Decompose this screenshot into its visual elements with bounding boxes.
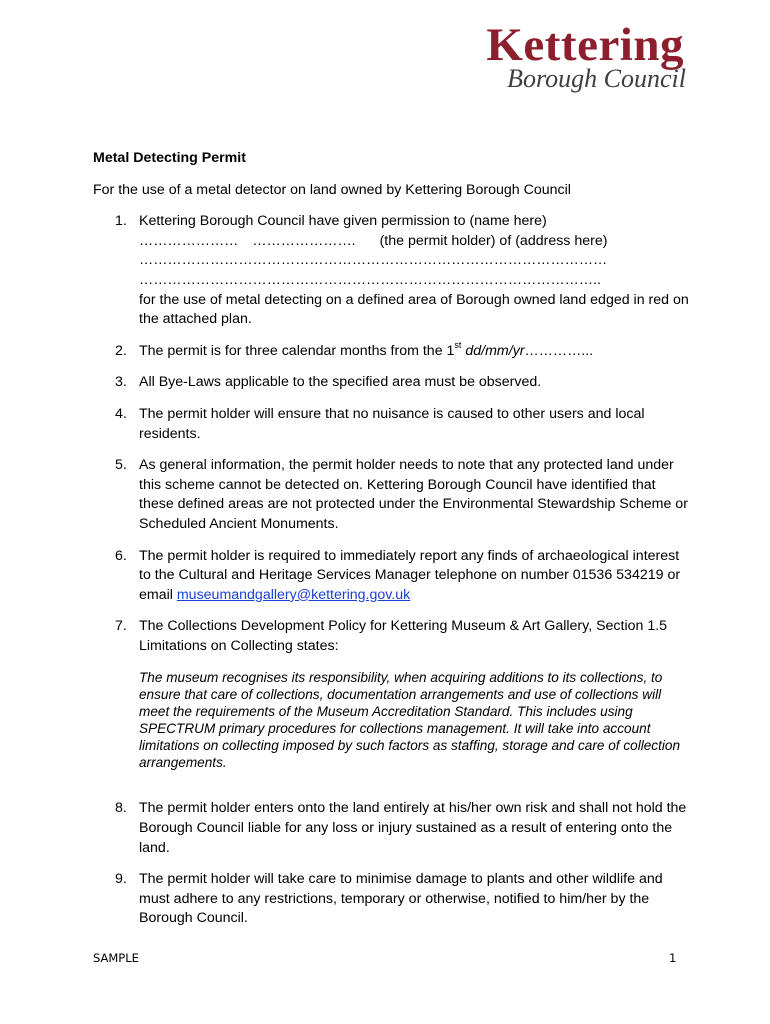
kettering-logo: [488, 20, 728, 92]
name-blank-dots: …………………: [139, 232, 239, 249]
list-number: 4.: [115, 405, 127, 422]
item-text: The permit is for three calendar months from the 1: [139, 342, 455, 359]
document-body: [93, 149, 693, 941]
list-item: [93, 342, 693, 362]
list-item: [93, 547, 693, 606]
logo-wordmark: Kettering: [486, 19, 684, 71]
document-title: Metal Detecting Permit: [93, 150, 246, 166]
email-link[interactable]: museumandgallery@kettering.gov.uk: [176, 586, 411, 603]
document-intro: For the use of a metal detector on land owned by Kettering Borough Council: [93, 181, 571, 198]
item-text: All Bye-Laws applicable to the specified area must be observed.: [139, 374, 542, 391]
list-number: 2.: [115, 342, 127, 359]
date-blank-dots: …………...: [524, 342, 594, 359]
list-item: [93, 212, 693, 330]
list-item: [93, 870, 693, 929]
list-item: [93, 373, 693, 393]
list-number: 3.: [115, 374, 127, 391]
policy-quote: The museum recognises its responsibility, when acquiring additions to its collections, to ensure that care of collections, documentation arrangements and use of collections will meet the requirements of the Museum Accreditation Standard. This includes using SPECTRUM primary procedures for collections management. It will take into account limitations on collecting imposed by such factors as staffing, storage and care of collection arrangements.: [139, 670, 681, 771]
list-number: 1.: [115, 213, 127, 230]
item-text: As general information, the permit holder needs to note that any protected land under this scheme cannot be detected on. Kettering Borough Council have identified that these defined areas are not protected under the Environmental Stewardship Scheme or Scheduled Ancient Monuments.: [139, 457, 688, 532]
item-text: for the use of metal detecting on a defined area of Borough owned land edged in red on the attached plan.: [139, 291, 689, 328]
address-blank-dots: ………………………………………………………………………………………: [139, 252, 608, 269]
footer-watermark-label: SAMPLE: [93, 951, 139, 965]
date-placeholder: dd/mm/yr: [465, 342, 525, 359]
list-item: [93, 405, 693, 444]
item-text: Kettering Borough Council have given permission to (name here): [139, 213, 547, 230]
address-blank-dots: ……………………………………………………………………………………..: [139, 271, 601, 288]
permit-conditions-list: [93, 212, 693, 929]
list-item: [93, 617, 693, 771]
logo-subtitle: Borough Council: [507, 64, 686, 93]
item-text: The permit holder will ensure that no nuisance is caused to other users and local residents.: [139, 405, 645, 442]
item-text: The Collections Development Policy for Kettering Museum & Art Gallery, Section 1.5 Limitations on Collecting states:: [139, 618, 668, 654]
list-number: 9.: [115, 871, 127, 888]
list-number: 7.: [115, 618, 127, 635]
item-text: The permit holder enters onto the land entirely at his/her own risk and shall not hold the Borough Council liable for any loss or injury sustained as a result of entering onto the land.: [139, 800, 687, 856]
item-text: The permit holder will take care to minimise damage to plants and other wildlife and must adhere to any restrictions, temporary or otherwise, notified to him/her by the Borough Council.: [139, 871, 663, 927]
name-blank-dots: ………………….: [252, 232, 356, 249]
list-number: 6.: [115, 547, 127, 564]
list-number: 5.: [115, 457, 127, 474]
list-item: [93, 456, 693, 534]
ordinal-suffix: st: [454, 340, 462, 351]
name-address-blank: [139, 232, 693, 252]
item-text: The permit holder is required to immediately report any finds of archaeological interest to the Cultural and Heritage Services Manager telephone on number 01536 534219 or email: [139, 547, 681, 603]
list-number: 8.: [115, 800, 127, 817]
item-text: (the permit holder) of (address here): [379, 232, 608, 249]
page-number: 1: [669, 951, 677, 965]
list-item: [93, 799, 693, 858]
